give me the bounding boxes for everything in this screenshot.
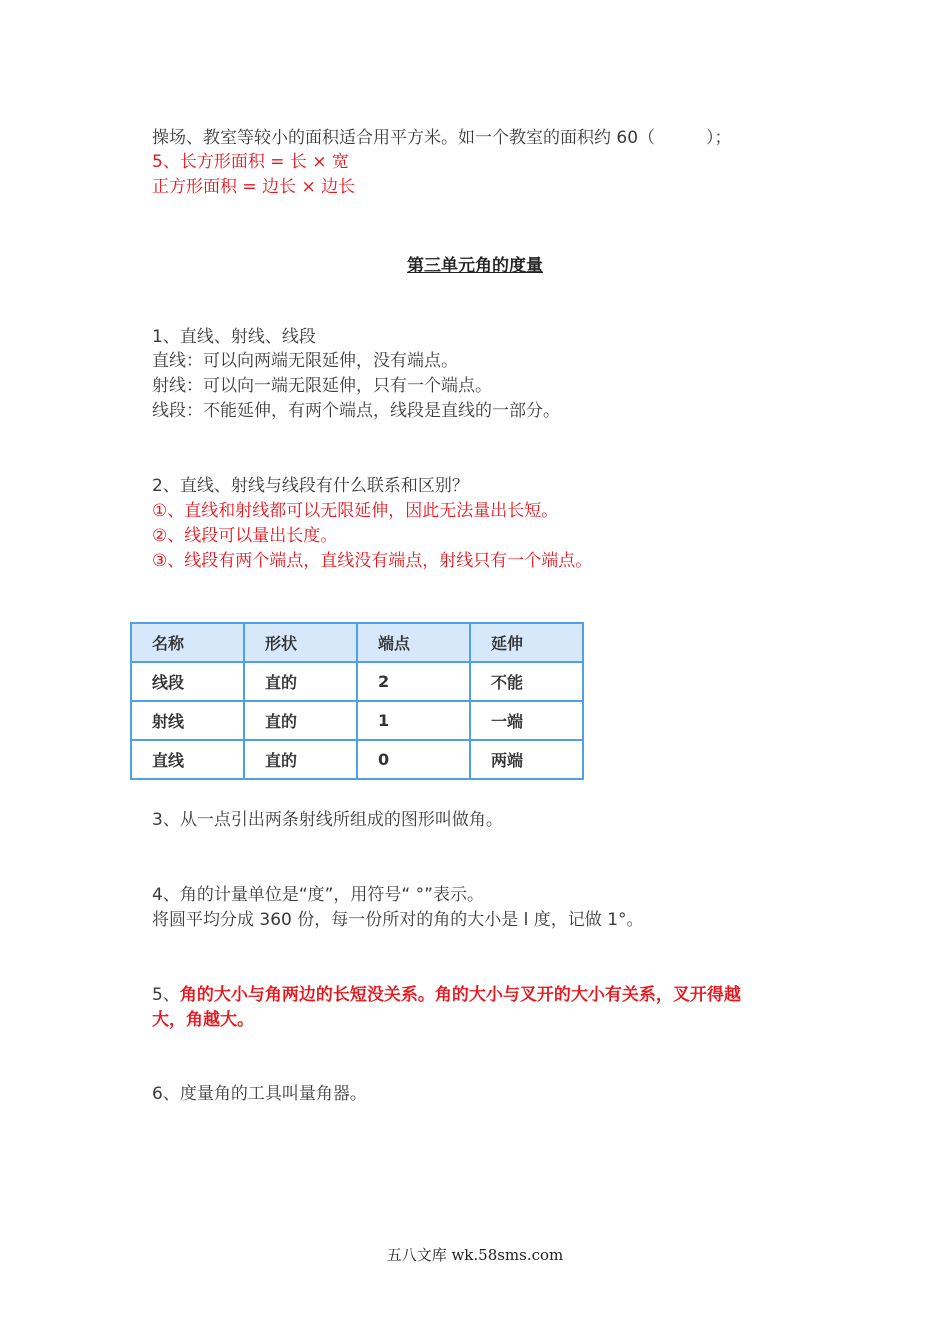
section5-line1 [152, 983, 741, 1007]
table-cell: 0 [357, 740, 470, 779]
table-cell: 直线 [131, 740, 244, 779]
difference-point-3: ③、线段有两个端点，直线没有端点，射线只有一个端点。 [152, 551, 593, 571]
header-shape: 形状 [244, 623, 357, 662]
footer-watermark: 五八文库 wk.58sms.com [386, 1246, 564, 1264]
table-header-row [131, 623, 583, 662]
section3-text: 3、从一点引出两条射线所组成的图形叫做角。 [152, 810, 503, 830]
section5-text: 角的大小与角两边的长短没关系。角的大小与叉开的大小有关系，叉开得越 [179, 985, 741, 1005]
table-cell: 线段 [131, 662, 244, 701]
table-row [131, 662, 583, 701]
square-area-formula: 正方形面积 = 边长 × 边长 [152, 177, 356, 197]
table-cell: 两端 [470, 740, 583, 779]
section1-heading: 1、直线、射线、线段 [152, 327, 316, 347]
table-cell: 直的 [244, 662, 357, 701]
section4-line1: 4、角的计量单位是“度”，用符号“ °”表示。 [152, 885, 484, 905]
ray-definition: 射线：可以向一端无限延伸，只有一个端点。 [152, 376, 492, 396]
difference-point-1: ①、直线和射线都可以无限延伸，因此无法量出长短。 [152, 501, 559, 521]
table-cell: 直的 [244, 701, 357, 740]
section5-number: 5、 [152, 985, 180, 1005]
header-endpoints: 端点 [357, 623, 470, 662]
segment-definition: 线段：不能延伸，有两个端点，线段是直线的一部分。 [152, 401, 560, 421]
table-cell: 1 [357, 701, 470, 740]
difference-point-2: ②、线段可以量出长度。 [152, 526, 338, 546]
header-name: 名称 [131, 623, 244, 662]
line-definition: 直线：可以向两端无限延伸，没有端点。 [152, 351, 458, 371]
unit-title-text: 第三单元角的度量 [407, 256, 543, 276]
header-extension: 延伸 [470, 623, 583, 662]
section6-text: 6、度量角的工具叫量角器。 [152, 1084, 367, 1104]
intro-line: 操场、教室等较小的面积适合用平方米。如一个教室的面积约 60（ ）； [152, 128, 732, 148]
table-row [131, 740, 583, 779]
table-cell: 不能 [470, 662, 583, 701]
table-cell: 直的 [244, 740, 357, 779]
table-cell: 2 [357, 662, 470, 701]
table-cell: 一端 [470, 701, 583, 740]
table-row [131, 701, 583, 740]
comparison-table [130, 622, 584, 780]
section5-line2: 大，角越大。 [152, 1010, 254, 1030]
section2-heading: 2、直线、射线与线段有什么联系和区别？ [152, 476, 469, 496]
table-cell: 射线 [131, 701, 244, 740]
unit-title [0, 251, 950, 276]
rectangle-area-formula: 5、长方形面积 = 长 × 宽 [152, 152, 349, 172]
section4-line2: 将圆平均分成 360 份，每一份所对的角的大小是 l 度，记做 1°。 [152, 910, 644, 930]
